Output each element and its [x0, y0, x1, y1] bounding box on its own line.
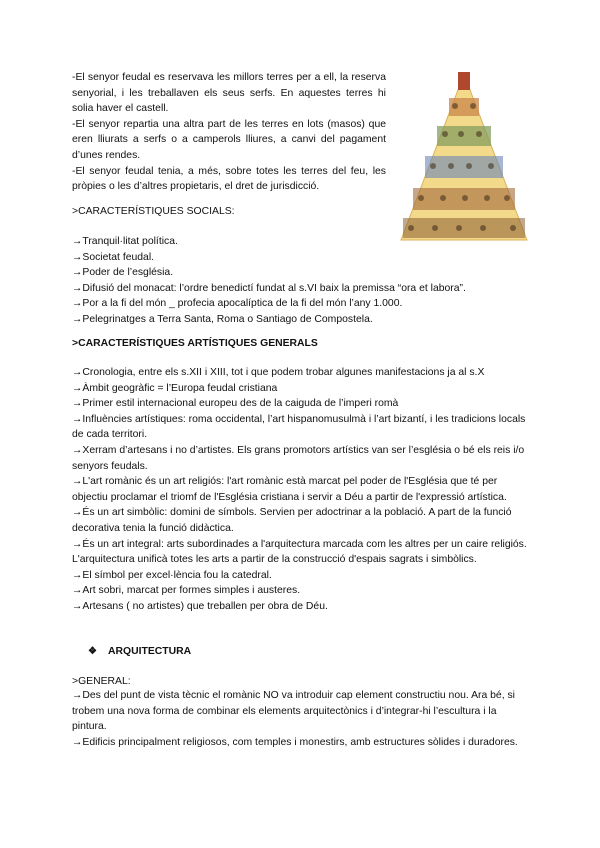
artistic-item: →Àmbit geogràfic = l’Europa feudal cristiana — [72, 382, 278, 394]
intro-paragraph-2: -El senyor repartia una altra part de les terres en lots (masos) que eren lliurats a serfs o a camperols lliures, a canvi del pagament d’unes rendes. — [72, 118, 386, 161]
diamond-bullet-icon: ❖ — [88, 646, 97, 657]
artistic-item: →El símbol per excel·lència fou la catedral. — [72, 569, 272, 581]
architecture-heading — [88, 644, 191, 660]
architecture-heading-text: ARQUITECTURA — [108, 646, 192, 657]
social-item: →Tranquil·litat política. — [72, 236, 178, 247]
architecture-item: →Des del punt de vista tècnic el romànic NO va introduir cap element constructiu nou. Ara bé, si trobem una nova forma de combinar els elements arquitectònics i d’integrar-hi l’escultura i la pintura. — [72, 690, 515, 733]
artistic-item: →Artesans ( no artistes) que treballen per obra de Déu. — [72, 600, 328, 612]
architecture-item: →Edificis principalment religiosos, com temples i monestirs, amb estructures sòlides i duradores. — [72, 736, 518, 748]
artistic-item: →Art sobri, marcat per formes simples i austeres. — [72, 585, 301, 597]
intro-paragraph-1: -El senyor feudal es reservava les millors terres per a ell, la reserva senyorial, i les treballaven els seus serfs. En aquestes terres hi solia haver el castell. — [72, 72, 386, 115]
artistic-item: →Influències artístiques: roma occidental, l’art hispanomusulmà i l’art bizantí, i les tradicions locals de cada territori. — [72, 413, 526, 441]
social-item: →Societat feudal. — [72, 251, 155, 263]
artistic-item: →Primer estil internacional europeu des de la caiguda de l’imperi romà — [72, 398, 399, 410]
artistic-item: →És un art simbòlic: domini de símbols. Servien per adoctrinar a la població. A part de la funció decorativa tenia la funció didàctica. — [72, 507, 512, 534]
social-item: →Difusió del monacat: l’ordre benedictí fundat al s.VI baix la premissa “ora et labora”. — [72, 282, 466, 294]
artistic-item: →Cronologia, entre els s.XII i XIII, tot i que podem trobar algunes manifestacions ja al s.X — [72, 367, 485, 378]
artistic-item: →L'art romànic és un art religiós: l'art romànic està marcat pel poder de l'Església que té per objectiu proclamar el triomf de l'Església cristiana i servir a Déu a partir de l'expressió artística. — [72, 476, 507, 503]
feudal-pyramid-illustration — [395, 68, 533, 250]
architecture-list — [72, 688, 528, 750]
artistic-heading: >CARACTERÍSTIQUES ARTÍSTIQUES GENERALS — [72, 338, 318, 349]
artistic-list — [72, 365, 528, 615]
artistic-item: →És un art integral: arts subordinades a l'arquitectura marcada com les altres per un caire religiós. L'arquitectura unificà totes les arts a partir de la construcció d'espais sagrats i simbòlics. — [72, 538, 527, 566]
social-item: →Por a la fi del món _ profecia apocalíptica de la fi del món l’any 1.000. — [72, 298, 403, 310]
pyramid-king-figure — [458, 72, 470, 90]
artistic-item: →Xerram d’artesans i no d’artistes. Els grans promotors artístics van ser l’església o bé els reis i/o senyors feudals. — [72, 444, 525, 472]
social-list — [72, 234, 532, 328]
general-subheading: >GENERAL: — [72, 676, 131, 687]
intro-paragraphs — [72, 70, 386, 195]
intro-paragraph-3: -El senyor feudal tenia, a més, sobre totes les terres del feu, les pròpies o les d’altres propietaris, el dret de jurisdicció. — [72, 165, 386, 193]
social-item: →Poder de l’església. — [72, 267, 174, 279]
social-item: →Pelegrinatges a Terra Santa, Roma o Santiago de Compostela. — [72, 313, 373, 325]
social-heading: >CARACTERÍSTIQUES SOCIALS: — [72, 206, 235, 217]
